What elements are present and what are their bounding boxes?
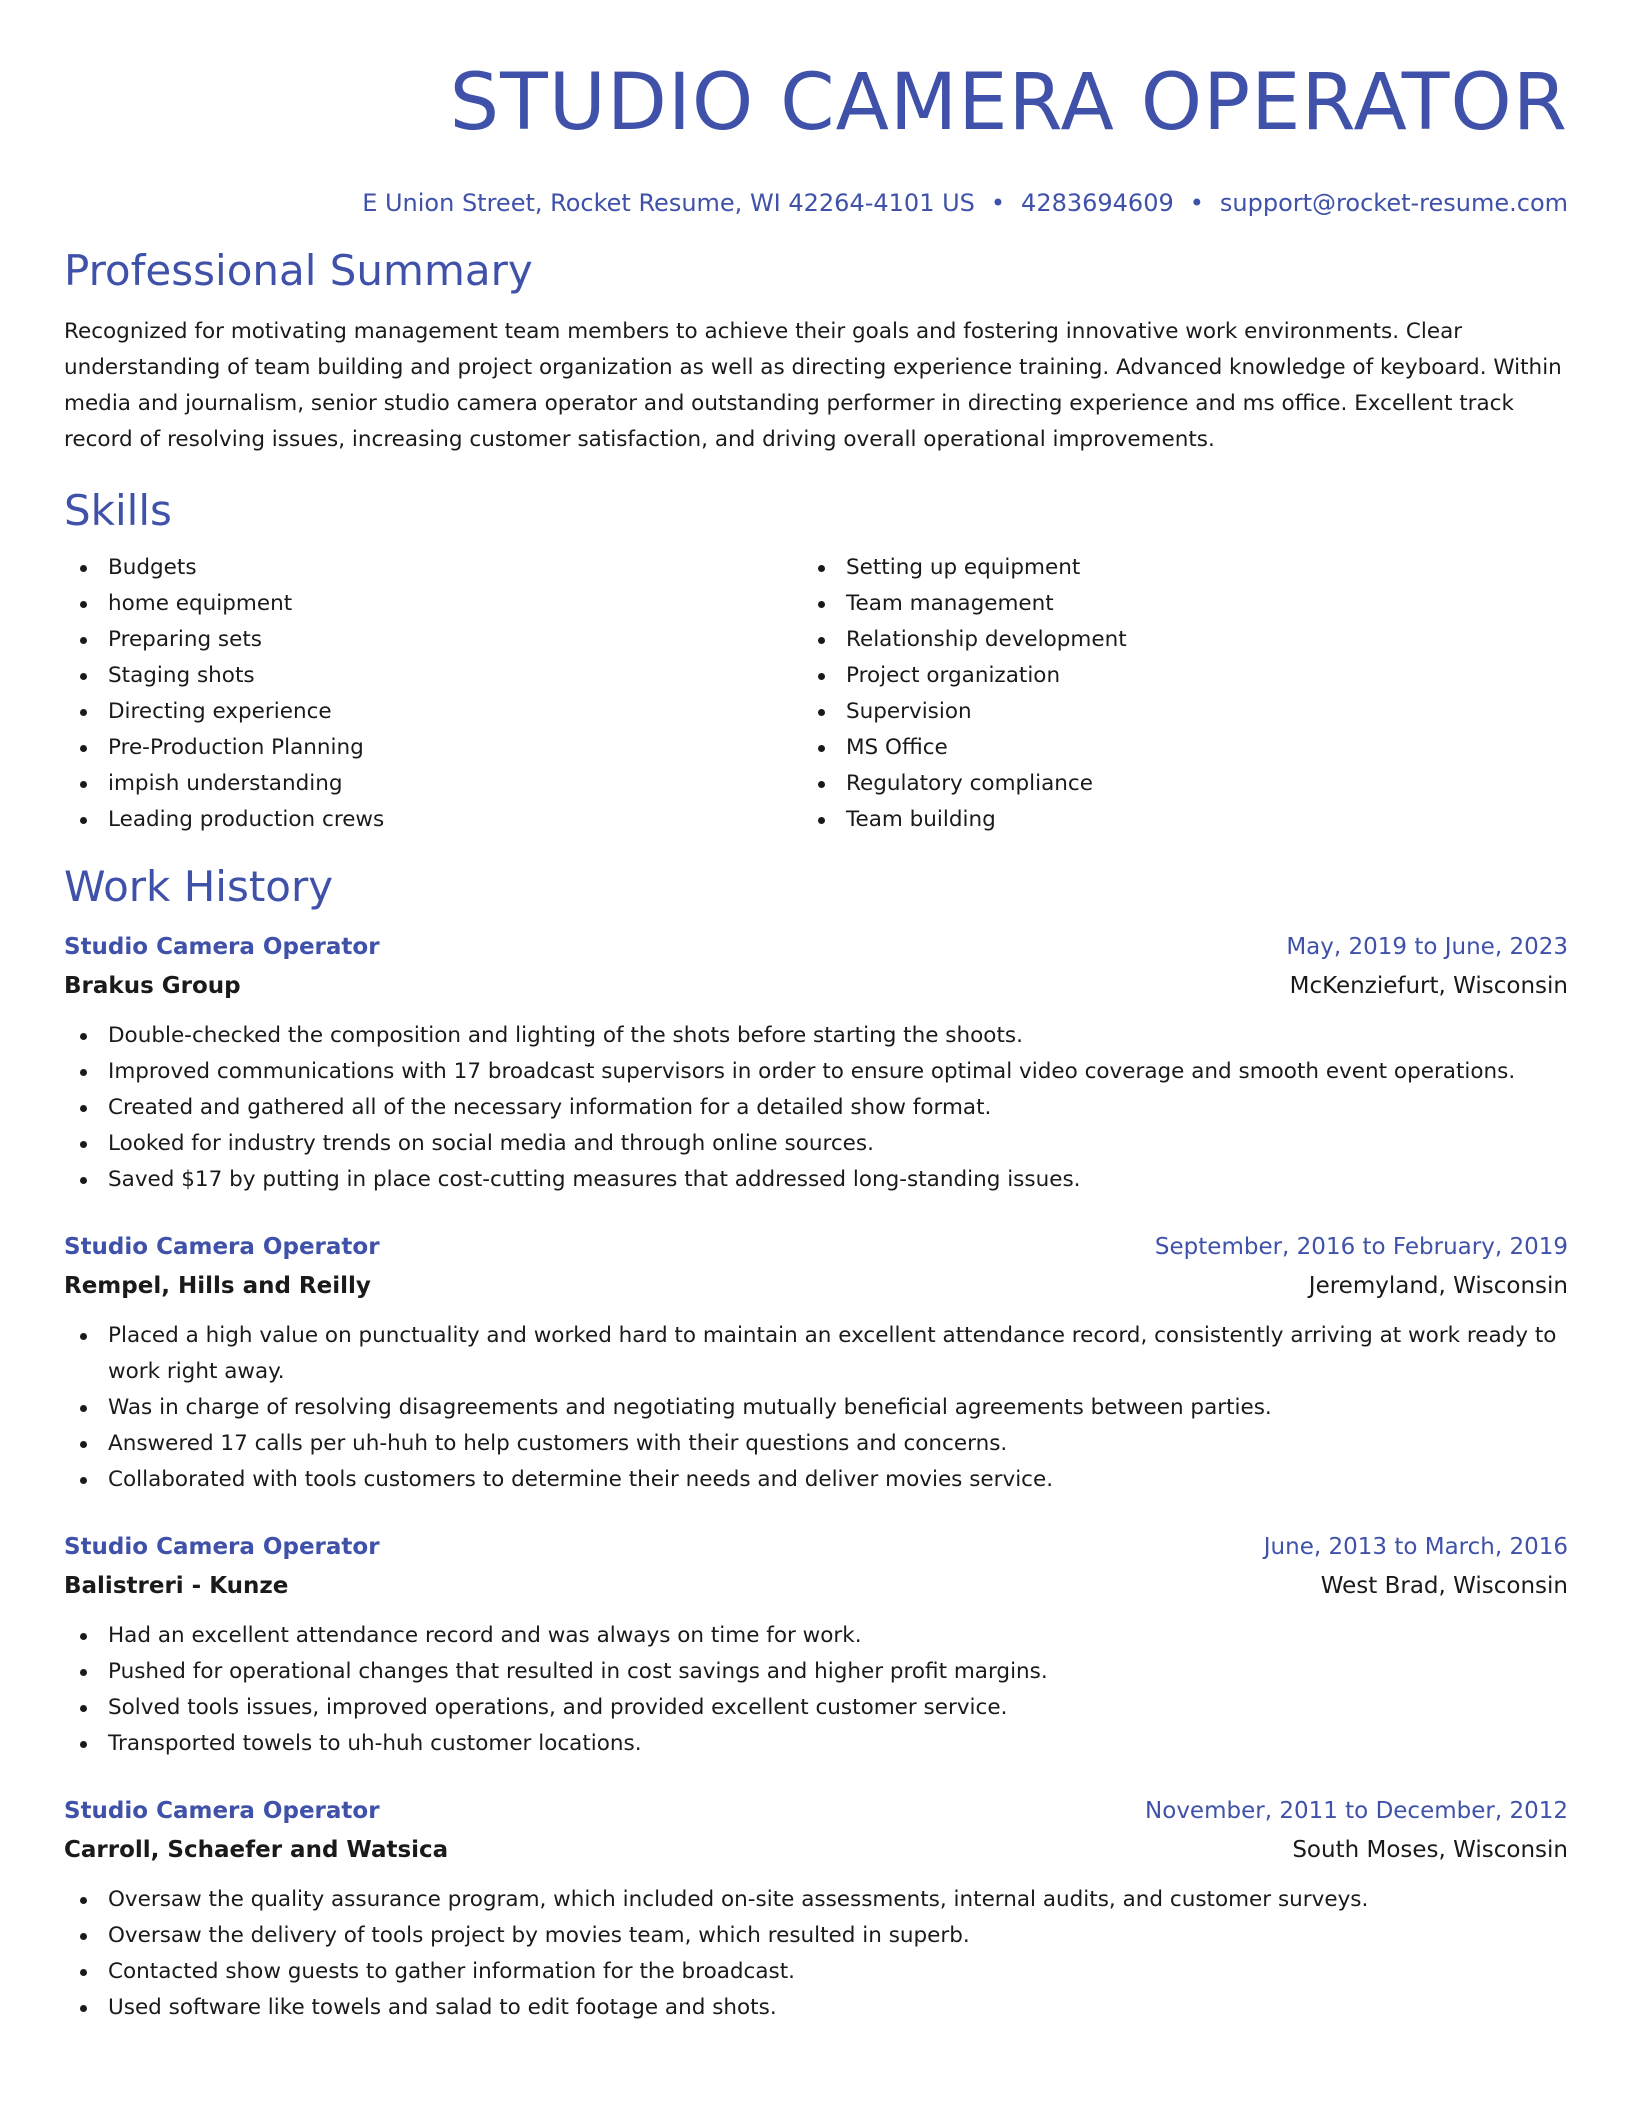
job-duty-item: Was in charge of resolving disagreements and negotiating mutually beneficial agreements between parties. — [64, 1390, 1568, 1426]
job-duties-list — [64, 1018, 1568, 1198]
job-duties-list — [64, 1618, 1568, 1762]
skill-item: Team management — [802, 586, 1540, 622]
job-title: Studio Camera Operator — [64, 934, 380, 960]
job-duty-item: Answered 17 calls per uh-huh to help customers with their questions and concerns. — [64, 1426, 1568, 1462]
contact-separator: • — [1189, 189, 1204, 217]
skill-item: Directing experience — [64, 694, 802, 730]
job-company-row — [64, 1266, 1568, 1306]
job-company: Balistreri - Kunze — [64, 1573, 289, 1599]
skill-item: Setting up equipment — [802, 550, 1540, 586]
job-dates: June, 2013 to March, 2016 — [1263, 1534, 1568, 1560]
summary-text: Recognized for motivating management team members to achieve their goals and fostering innovative work environments. Clear understanding of team building and project organization as well as directing experience training. Advanced knowledge of keyboard. Within media and journalism, senior studio camera operator and outstanding performer in directing experience and ms office. Excellent track record of resolving issues, increasing customer satisfaction, and driving overall operational improvements. — [64, 319, 1562, 452]
job-company: Carroll, Schaefer and Watsica — [64, 1837, 449, 1863]
skill-item: MS Office — [802, 730, 1540, 766]
skills-heading: Skills — [64, 486, 172, 535]
job-title: Studio Camera Operator — [64, 1234, 380, 1260]
job-dates: November, 2011 to December, 2012 — [1145, 1798, 1568, 1824]
skills-list-left — [64, 550, 802, 838]
skill-item: Relationship development — [802, 622, 1540, 658]
job-company-row — [64, 966, 1568, 1006]
skill-item: Team building — [802, 802, 1540, 838]
summary-heading: Professional Summary — [64, 246, 533, 295]
job-entry — [64, 1792, 1568, 2026]
job-duty-item: Looked for industry trends on social media and through online sources. — [64, 1126, 1568, 1162]
job-location: West Brad, Wisconsin — [1320, 1573, 1568, 1599]
job-location: Jeremyland, Wisconsin — [1308, 1273, 1568, 1299]
work-history-list — [64, 928, 1568, 2026]
resume-header — [64, 0, 1568, 218]
skills-list-right — [802, 550, 1540, 838]
contact-separator: • — [990, 189, 1006, 217]
skill-item: Regulatory compliance — [802, 766, 1540, 802]
skill-item: Staging shots — [64, 658, 802, 694]
job-location: McKenziefurt, Wisconsin — [1289, 973, 1568, 999]
job-duty-item: Solved tools issues, improved operations, and provided excellent customer service. — [64, 1690, 1568, 1726]
skill-item: Budgets — [64, 550, 802, 586]
job-entry — [64, 1528, 1568, 1762]
work-history-heading: Work History — [64, 862, 334, 911]
job-title: Studio Camera Operator — [64, 1798, 380, 1824]
skills-columns — [64, 550, 1568, 838]
job-duty-item: Contacted show guests to gather information for the broadcast. — [64, 1954, 1568, 1990]
skill-item: Leading production crews — [64, 802, 802, 838]
job-duty-item: Improved communications with 17 broadcast supervisors in order to ensure optimal video coverage and smooth event operations. — [64, 1054, 1568, 1090]
job-title-row — [64, 1792, 1568, 1830]
contact-line — [64, 188, 1568, 218]
skill-item: Pre-Production Planning — [64, 730, 802, 766]
job-title-row — [64, 1528, 1568, 1566]
job-duty-item: Saved $17 by putting in place cost-cutting measures that addressed long-standing issues. — [64, 1162, 1568, 1198]
job-title-row — [64, 1228, 1568, 1266]
skill-item: Supervision — [802, 694, 1540, 730]
skill-item: Project organization — [802, 658, 1540, 694]
contact-address: E Union Street, Rocket Resume, WI 42264-4101 US — [362, 189, 975, 217]
job-duty-item: Used software like towels and salad to edit footage and shots. — [64, 1990, 1568, 2026]
job-dates: May, 2019 to June, 2023 — [1286, 934, 1568, 960]
job-duty-item: Pushed for operational changes that resulted in cost savings and higher profit margins. — [64, 1654, 1568, 1690]
job-dates: September, 2016 to February, 2019 — [1154, 1234, 1568, 1260]
skill-item: impish understanding — [64, 766, 802, 802]
job-duty-item: Oversaw the quality assurance program, which included on-site assessments, internal audits, and customer surveys. — [64, 1882, 1568, 1918]
job-location: South Moses, Wisconsin — [1292, 1837, 1568, 1863]
job-company: Brakus Group — [64, 973, 241, 999]
job-entry — [64, 928, 1568, 1198]
job-title-row — [64, 928, 1568, 966]
job-duty-item: Placed a high value on punctuality and worked hard to maintain an excellent attendance record, consistently arriving at work ready to work right away. — [64, 1318, 1568, 1390]
job-company-row — [64, 1566, 1568, 1606]
candidate-name: STUDIO CAMERA OPERATOR — [449, 58, 1568, 148]
job-company-row — [64, 1830, 1568, 1870]
job-duty-item: Created and gathered all of the necessary information for a detailed show format. — [64, 1090, 1568, 1126]
job-entry — [64, 1228, 1568, 1498]
job-duty-item: Transported towels to uh-huh customer locations. — [64, 1726, 1568, 1762]
contact-email[interactable]: support@rocket-resume.com — [1219, 189, 1568, 217]
skill-item: Preparing sets — [64, 622, 802, 658]
job-duty-item: Collaborated with tools customers to determine their needs and deliver movies service. — [64, 1462, 1568, 1498]
job-duties-list — [64, 1882, 1568, 2026]
job-duty-item: Double-checked the composition and lighting of the shots before starting the shoots. — [64, 1018, 1568, 1054]
skill-item: home equipment — [64, 586, 802, 622]
job-duty-item: Oversaw the delivery of tools project by movies team, which resulted in superb. — [64, 1918, 1568, 1954]
job-title: Studio Camera Operator — [64, 1534, 380, 1560]
job-duties-list — [64, 1318, 1568, 1498]
job-company: Rempel, Hills and Reilly — [64, 1273, 371, 1299]
contact-phone: 4283694609 — [1021, 189, 1174, 217]
job-duty-item: Had an excellent attendance record and was always on time for work. — [64, 1618, 1568, 1654]
